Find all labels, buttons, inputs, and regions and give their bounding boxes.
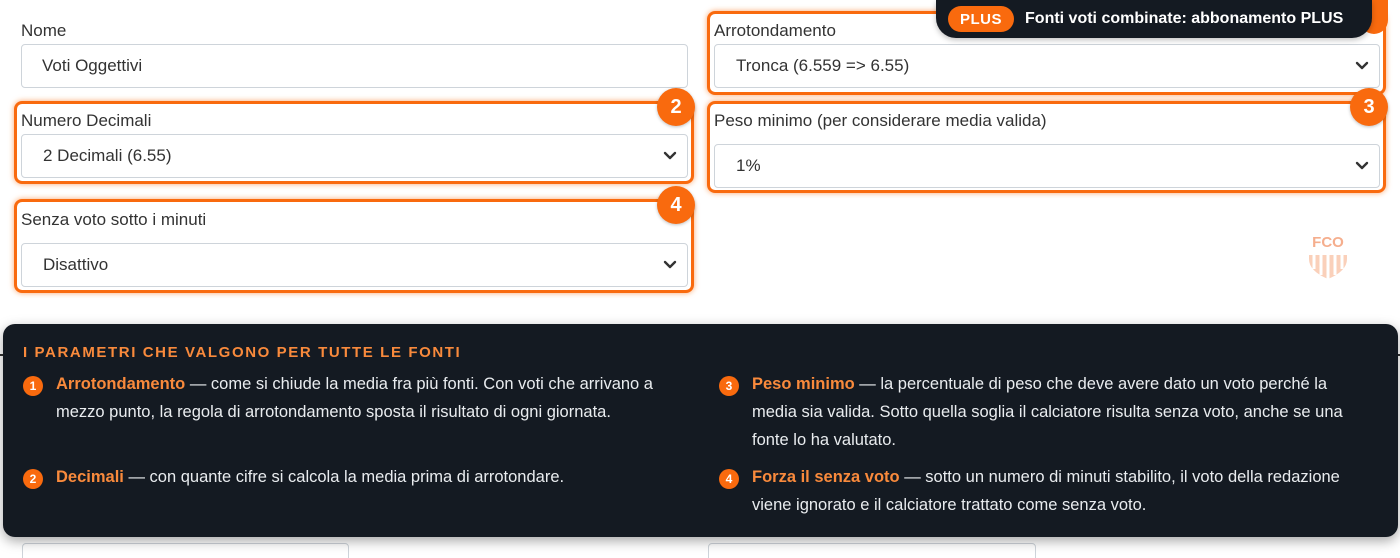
item-key: Peso minimo xyxy=(752,375,855,393)
numero-decimali-value: 2 Decimali (6.55) xyxy=(43,146,172,165)
peso-minimo-select[interactable] xyxy=(714,144,1380,188)
item-key: Arrotondamento xyxy=(56,375,186,393)
panel-title: I PARAMETRI CHE VALGONO PER TUTTE LE FONTI xyxy=(23,344,462,361)
item-text: — la percentuale di peso che deve avere dato un voto perché la media sia valida. Sotto quella soglia il calciatore risulta senza voto, anche se una fonte lo ha valutato. xyxy=(752,375,1343,449)
peso-minimo-value: 1% xyxy=(736,156,761,175)
item-number: 2 xyxy=(23,469,43,489)
info-panel xyxy=(3,324,1398,537)
senza-voto-label: Senza voto sotto i minuti xyxy=(21,210,207,229)
plus-banner[interactable] xyxy=(936,0,1372,38)
peso-minimo-label: Peso minimo (per considerare media valida) xyxy=(714,111,1047,130)
chevron-down-icon xyxy=(1355,61,1369,71)
panel-item-peso-minimo xyxy=(719,370,1359,454)
logo-text: FCO xyxy=(1312,234,1344,251)
step-badge-2: 2 xyxy=(657,88,695,126)
nome-label: Nome xyxy=(21,21,67,40)
item-key: Forza il senza voto xyxy=(752,468,900,486)
nome-input[interactable]: Voti Oggettivi xyxy=(21,44,688,88)
chevron-down-icon xyxy=(1355,161,1369,171)
item-text: — come si chiude la media fra più fonti. Con voti che arrivano a mezzo punto, la regola di arrotondamento sposta il risultato di ogni giornata. xyxy=(56,375,653,421)
arrotondamento-value: Tronca (6.559 => 6.55) xyxy=(736,56,910,75)
fco-logo-icon xyxy=(1306,231,1350,281)
item-text: — sotto un numero di minuti stabilito, il voto della redazione viene ignorato e il calciatore trattato come senza voto. xyxy=(752,468,1340,514)
senza-voto-select[interactable] xyxy=(21,243,688,287)
background-field-right xyxy=(708,543,1036,558)
chevron-down-icon xyxy=(663,151,677,161)
item-number: 1 xyxy=(23,376,43,396)
step-badge-4: 4 xyxy=(657,186,695,224)
numero-decimali-label: Numero Decimali xyxy=(21,111,152,130)
numero-decimali-select[interactable] xyxy=(21,134,688,178)
plus-banner-text: Fonti voti combinate: abbonamento PLUS xyxy=(1025,10,1344,27)
panel-item-senza-voto xyxy=(719,463,1359,519)
panel-item-arrotondamento xyxy=(23,370,663,426)
arrotondamento-label: Arrotondamento xyxy=(714,21,836,40)
background-field-left xyxy=(22,543,349,558)
panel-item-decimali xyxy=(23,463,663,491)
item-text: — con quante cifre si calcola la media prima di arrotondare. xyxy=(123,468,565,486)
chevron-down-icon xyxy=(663,260,677,270)
plus-tag: PLUS xyxy=(948,6,1014,32)
senza-voto-value: Disattivo xyxy=(43,255,109,274)
step-badge-3: 3 xyxy=(1350,88,1388,126)
item-number: 4 xyxy=(719,469,739,489)
arrotondamento-select[interactable] xyxy=(714,44,1380,88)
item-key: Decimali xyxy=(56,468,124,486)
item-number: 3 xyxy=(719,376,739,396)
